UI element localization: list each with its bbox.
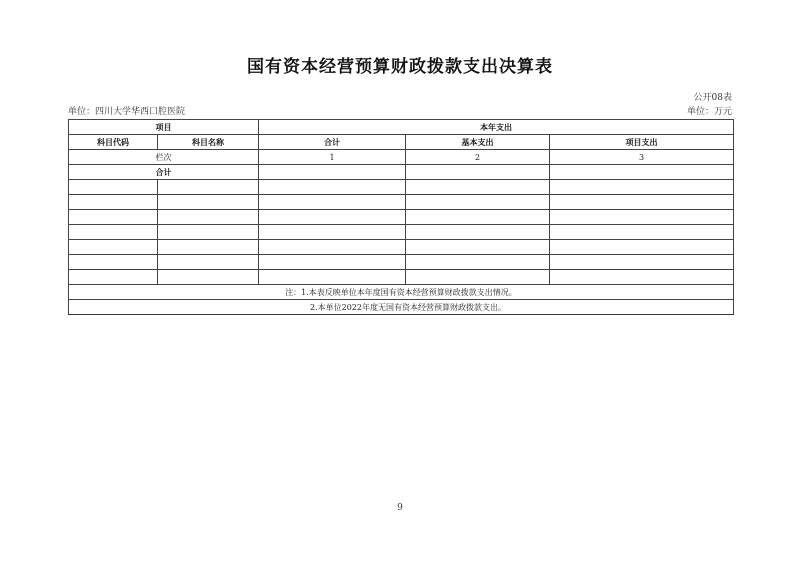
note-1: 注：1.本表反映单位本年度国有资本经营预算财政拨款支出情况。	[69, 285, 734, 300]
header-project-expense: 项目支出	[550, 135, 734, 150]
column-number-1: 1	[259, 150, 406, 165]
page-number: 9	[397, 503, 403, 513]
table-row	[69, 255, 734, 270]
table-row	[69, 240, 734, 255]
table-header-row-2	[69, 135, 734, 150]
table-header-row-1	[69, 120, 734, 135]
unit-name: 单位：四川大学华西口腔医院	[68, 107, 186, 117]
expense-table	[68, 119, 734, 315]
column-number-label: 栏次	[69, 150, 259, 165]
column-number-row	[69, 150, 734, 165]
header-total: 合计	[259, 135, 406, 150]
total-basic-cell	[406, 165, 550, 180]
column-number-3: 3	[550, 150, 734, 165]
table-row	[69, 195, 734, 210]
unit-currency: 单位：万元	[686, 107, 732, 117]
total-label: 合计	[69, 165, 259, 180]
note-2: 2.本单位2022年度无国有资本经营预算财政拨款支出。	[310, 302, 506, 312]
header-project: 项目	[69, 120, 259, 135]
total-row	[69, 165, 734, 180]
column-number-2: 2	[406, 150, 550, 165]
table-row	[69, 225, 734, 240]
page-title: 国有资本经营预算财政拨款支出决算表	[247, 57, 553, 77]
note-row-2	[69, 300, 734, 315]
total-cell	[259, 165, 406, 180]
header-basic-expense: 基本支出	[406, 135, 550, 150]
form-code: 公开08表	[693, 93, 732, 103]
table-row	[69, 270, 734, 285]
header-subject-code: 科目代码	[69, 135, 158, 150]
table-row	[69, 180, 734, 195]
note-row-1	[69, 285, 734, 300]
table-row	[69, 210, 734, 225]
total-project-cell	[550, 165, 734, 180]
header-year-expense: 本年支出	[259, 120, 734, 135]
header-subject-name: 科目名称	[158, 135, 259, 150]
